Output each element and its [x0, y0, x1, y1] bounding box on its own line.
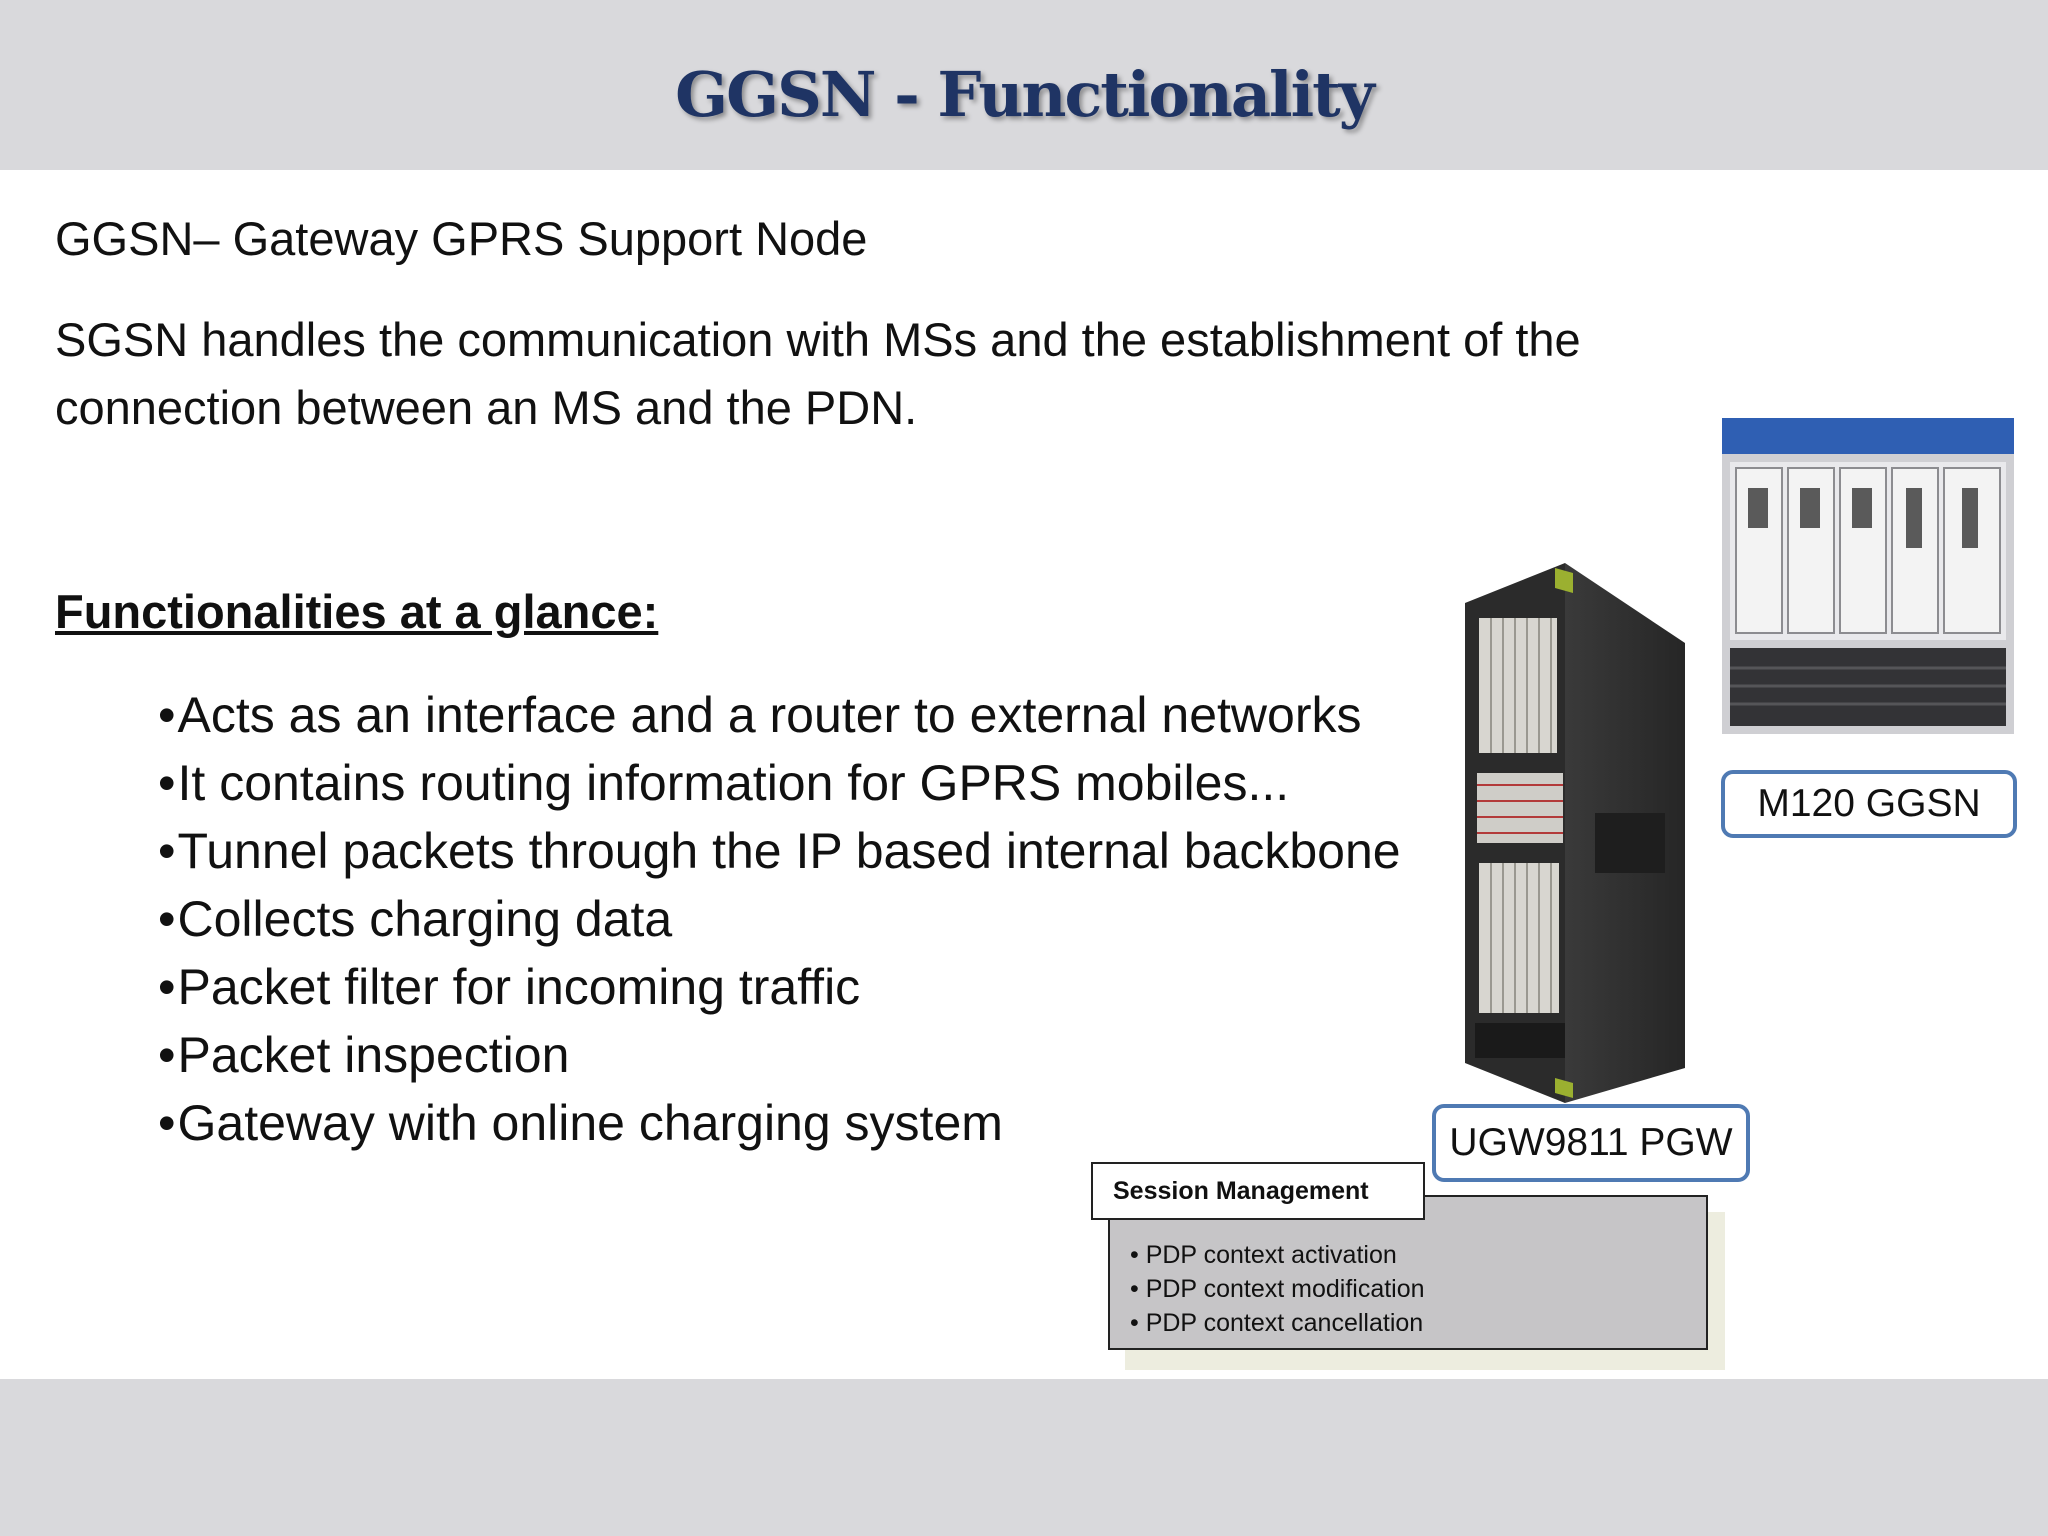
list-item: • PDP context modification [1130, 1275, 1425, 1303]
slide-title: GGSN - Functionality [675, 58, 1373, 131]
ugw-rack-image [1455, 563, 1695, 1103]
m120-ggsn-label: M120 GGSN [1721, 770, 2017, 838]
list-item: •Packet inspection [158, 1027, 570, 1083]
list-item: •Gateway with online charging system [158, 1095, 1003, 1151]
footer-band [0, 1379, 2048, 1536]
session-management-title: Session Management [1091, 1162, 1425, 1220]
functionality-list [158, 681, 1401, 1157]
list-item: • PDP context cancellation [1130, 1309, 1424, 1337]
list-item: •Acts as an interface and a router to external networks [158, 687, 1362, 743]
description-line-2: connection between an MS and the PDN. [55, 381, 918, 434]
ugw9811-pgw-label: UGW9811 PGW [1432, 1104, 1750, 1182]
bullet-icon: • [158, 1027, 176, 1083]
description-line-1: SGSN handles the communication with MSs and the establishment of the [55, 313, 1581, 366]
bullet-icon: • [158, 823, 176, 879]
list-item: •Tunnel packets through the IP based internal backbone [158, 823, 1401, 879]
bullet-icon: • [158, 755, 176, 811]
bullet-icon: • [158, 687, 176, 743]
list-item: •Collects charging data [158, 891, 673, 947]
list-item: •It contains routing information for GPRS mobiles... [158, 755, 1290, 811]
bullet-icon: • [158, 959, 176, 1015]
bullet-icon: • [158, 1095, 176, 1151]
m120-chassis-image [1722, 418, 2014, 734]
list-item: •Packet filter for incoming traffic [158, 959, 861, 1015]
section-heading: Functionalities at a glance: [55, 585, 659, 638]
list-item: • PDP context activation [1130, 1241, 1397, 1269]
bullet-icon: • [158, 891, 176, 947]
description [55, 306, 1581, 442]
subtitle: GGSN– Gateway GPRS Support Node [55, 212, 868, 265]
session-management-list [1130, 1238, 1425, 1340]
